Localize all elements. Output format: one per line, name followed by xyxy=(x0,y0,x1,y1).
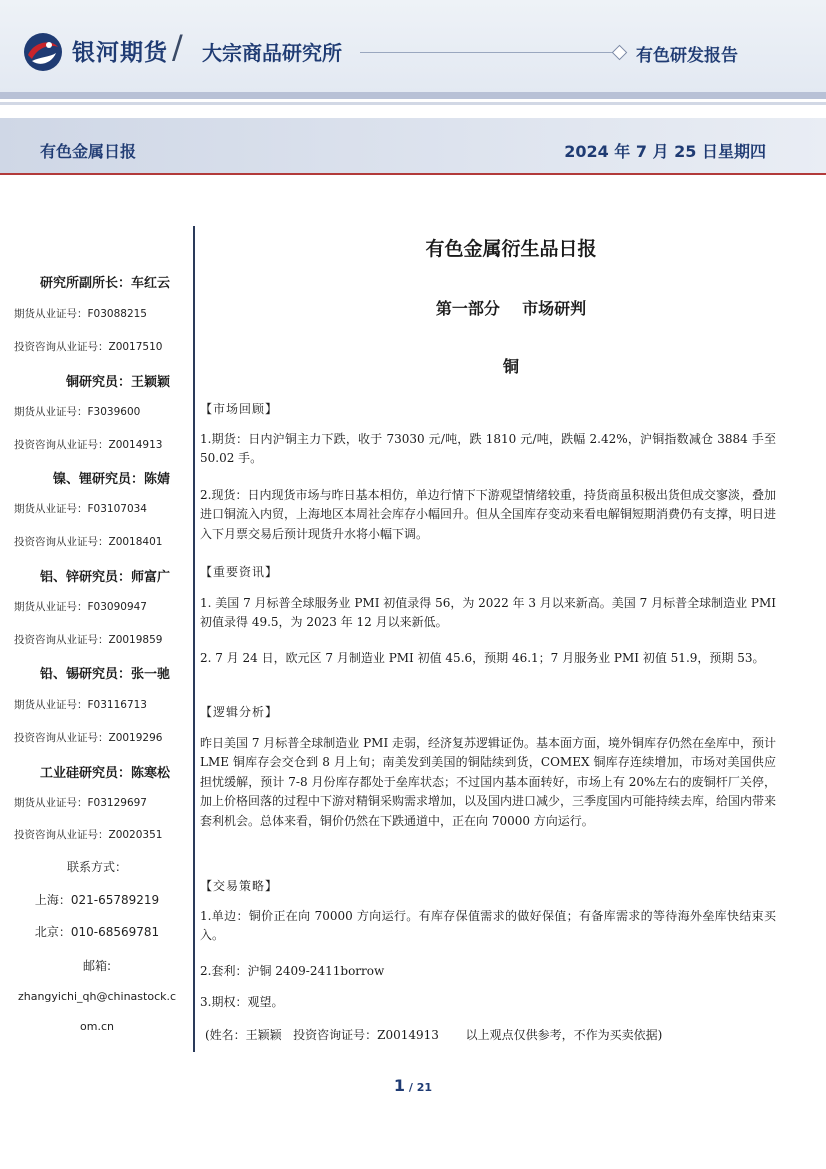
review-spot-paragraph: 2.现货：日内现货市场与昨日基本相仿，单边行情下下游观望情绪较重，持货商虽积极出货但成交寥淡，叠加进口铜流入内贸，上海地区本周社会库存小幅回升。但从全国库存变动来看电解铜短期消费仍有支撑，明日进入下月票交易后预计现货升水将小幅下调。 xyxy=(200,488,777,541)
strategy-options: 3.期权：观望。 xyxy=(200,995,284,1009)
futures-license: 期货从业证号：F03129697 xyxy=(14,797,147,809)
email-label: 邮箱: xyxy=(82,959,112,973)
daily-report-title: 有色金属日报 xyxy=(40,142,137,161)
investment-license: 投资咨询从业证号：Z0019859 xyxy=(14,634,163,646)
analyst-role: 铜研究员：王颖颖 xyxy=(65,375,170,390)
news-paragraph-2: 2. 7 月 24 日，欧元区 7 月制造业 PMI 初值 45.6，预期 46.1；7 月服务业 PMI 初值 51.9，预期 53。 xyxy=(200,651,765,665)
email-address[interactable]: zhangyichi_qh@chinastock.c xyxy=(17,990,177,1003)
logic-paragraph: 昨日美国 7 月标普全球制造业 PMI 走弱，经济复苏逻辑证伪。基本面方面，境外铜库存仍然在垒库中，预计 LME 铜库存会交仓到 8 月上旬；南美发到美国的铜陆续到货，COMEX 铜库存连续增加，市场对美国供应担忧缓解，预计 7-8 月份库存都处于垒库状态；不过国内基本面转好，市场上有 20%左右的废铜杆厂关停，加上价格回落的过程中下游对精铜采购需求增加，以及国内进口减少，三季度国内可能持续去库，给国内带来套利机会。总体来看，铜价仍然在下跌通道中，正在向 70000 方向运行。 xyxy=(200,736,777,828)
section-trading-strategy: 【交易策略】 xyxy=(200,879,279,893)
section-market-review: 【市场回顾】 xyxy=(200,402,279,416)
news-paragraph-1: 1. 美国 7 月标普全球服务业 PMI 初值录得 56，为 2022 年 3 月以来新高。美国 7 月标普全球制造业 PMI 初值录得 49.5，为 2023 年 12 月以来新低。 xyxy=(200,596,776,630)
header-stripe xyxy=(0,92,826,99)
page-number xyxy=(0,1076,826,1095)
futures-license: 期货从业证号：F03116713 xyxy=(14,699,147,711)
analyst-role: 工业硅研究员：陈寒松 xyxy=(39,766,170,781)
page-current: 1 xyxy=(393,1076,406,1095)
analyst-role: 铝、锌研究员：师富广 xyxy=(39,570,170,585)
contact-shanghai: 上海：021-65789219 xyxy=(34,893,160,907)
section-important-news: 【重要资讯】 xyxy=(200,565,279,579)
strategy-single-side: 1.单边：铜价正在向 70000 方向运行。有库存保值需求的做好保值；有备库需求的等待海外垒库快结束买入。 xyxy=(200,909,776,943)
futures-license: 期货从业证号：F03107034 xyxy=(14,503,147,515)
report-type: 有色研发报告 xyxy=(636,46,738,66)
analyst-role: 镍、锂研究员：陈婧 xyxy=(52,472,170,487)
investment-license: 投资咨询从业证号：Z0020351 xyxy=(14,829,163,841)
page-separator: / xyxy=(405,1081,417,1094)
part-heading: 第一部分 市场研判 xyxy=(435,299,587,318)
contact-label: 联系方式： xyxy=(66,860,127,874)
header-divider-line xyxy=(360,52,618,53)
analyst-role: 铅、锡研究员：张一驰 xyxy=(39,667,170,682)
header-stripe-thin xyxy=(0,102,826,105)
investment-license: 投资咨询从业证号：Z0014913 xyxy=(14,439,163,451)
contact-beijing: 北京：010-68569781 xyxy=(34,925,160,939)
futures-license: 期货从业证号：F03088215 xyxy=(14,308,147,320)
investment-license: 投资咨询从业证号：Z0018401 xyxy=(14,536,163,548)
subheader-underline xyxy=(0,173,826,175)
futures-license: 期货从业证号：F03090947 xyxy=(14,601,147,613)
page-total: 21 xyxy=(416,1081,433,1094)
institute-name: 大宗商品研究所 xyxy=(202,41,342,65)
section-logic-analysis: 【逻辑分析】 xyxy=(200,705,279,719)
metal-heading: 铜 xyxy=(502,357,519,376)
review-futures-paragraph: 1.期货：日内沪铜主力下跌，收于 73030 元/吨，跌 1810 元/吨，跌幅 2.42%，沪铜指数减仓 3884 手至 50.02 手。 xyxy=(200,432,776,466)
investment-license: 投资咨询从业证号：Z0019296 xyxy=(14,732,163,744)
report-main-title: 有色金属衍生品日报 xyxy=(425,238,597,260)
email-address-cont[interactable]: om.cn xyxy=(80,1020,114,1033)
galaxy-logo-icon xyxy=(22,31,64,73)
investment-license: 投资咨询从业证号：Z0017510 xyxy=(14,341,163,353)
analyst-disclaimer: (姓名：王颖颖 投资咨询证号：Z0014913 以上观点仅供参考，不作为买卖依据) xyxy=(205,1028,663,1042)
report-date: 2024 年 7 月 25 日星期四 xyxy=(564,142,766,161)
analyst-role: 研究所副所长：车红云 xyxy=(39,276,170,291)
strategy-arbitrage: 2.套利：沪铜 2409-2411borrow xyxy=(200,964,385,978)
brand-separator: / xyxy=(172,28,183,66)
brand-name: 银河期货 xyxy=(72,40,168,66)
futures-license: 期货从业证号：F3039600 xyxy=(14,406,141,418)
